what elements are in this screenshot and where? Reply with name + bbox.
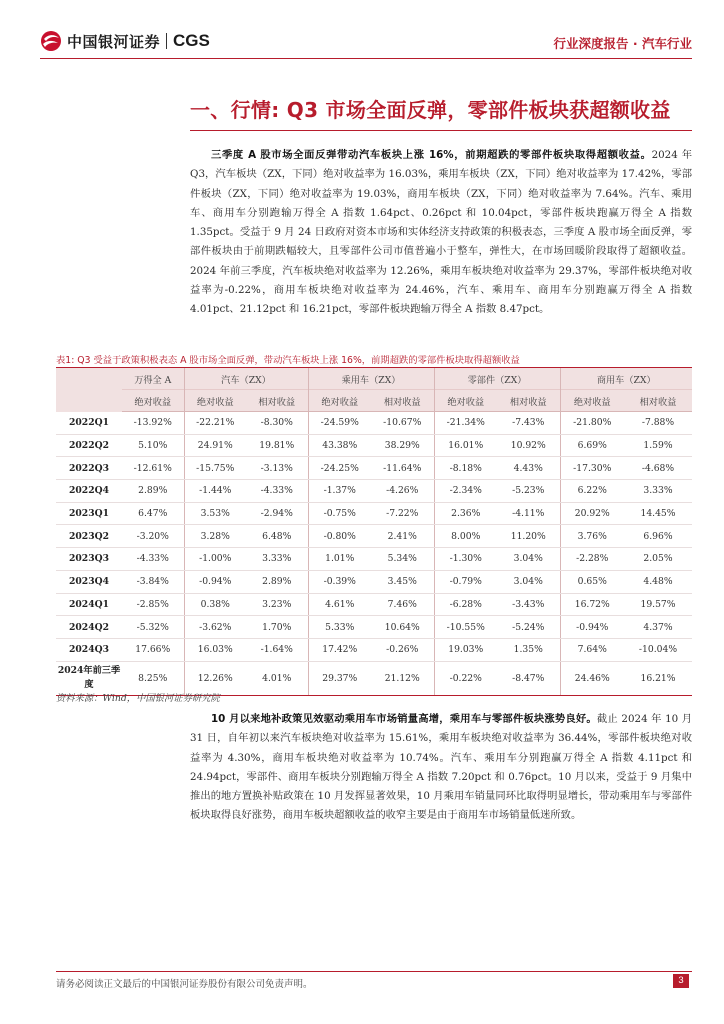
table-cell: -10.67% xyxy=(371,412,434,435)
table-cell: 6.48% xyxy=(246,525,308,548)
table-cell: 4.61% xyxy=(308,593,371,616)
company-logo xyxy=(40,30,210,52)
table-cell: 1.59% xyxy=(624,434,692,457)
table-cell: 11.20% xyxy=(497,525,560,548)
group-header-passenger-car: 乘用车（ZX） xyxy=(308,368,434,390)
row-label: 2022Q3 xyxy=(56,457,122,480)
table-row xyxy=(56,548,692,571)
table-body xyxy=(56,412,692,696)
table-cell: -3.43% xyxy=(497,593,560,616)
table-cell: 2.41% xyxy=(371,525,434,548)
section-title: 一、行情: Q3 市场全面反弹，零部件板块获超额收益 xyxy=(190,98,671,122)
returns-table xyxy=(56,367,692,696)
table-cell: -8.30% xyxy=(246,412,308,435)
table-row xyxy=(56,502,692,525)
paragraph-body: 2024 年 Q3，汽车板块（ZX，下同）绝对收益率为 16.03%，乘用车板块（ZX，下同）绝对收益率为 17.42%，零部件板块（ZX，下同）绝对收益率为 19.03%，商用车板块（ZX，下同）绝对收益率为 7.64%。汽车、乘用车、商用车分别跑输万得全 A 指数 1.64pct、0.26pct 和 10.04pct，零部件板块跑赢万得全 A 指数 1.35pct。受益于 9 月 24 日政府对资本市场和实体经济支持政策的积极表态，三季度 A 股市场全面反弹，零部件板块由于前期跌幅较大，且零部件公司市值普遍小于整车，弹性大，在市场回暖阶段取得了超额收益。2024 年前三季度，汽车板块绝对收益率为 12.26%，乘用车板块绝对收益率为 29.37%，零部件板块绝对收益率为-0.22%，商用车板块绝对收益率为 24.46%，汽车、乘用车、商用车分别跑赢万得全 A 指数 4.01pct、21.12pct 和 16.21pct，零部件板块跑输万得全 A 指数 8.47pct。 xyxy=(190,149,692,316)
table-cell: -0.94% xyxy=(560,616,624,639)
table-cell: 0.38% xyxy=(184,593,246,616)
table-cell: -3.20% xyxy=(122,525,184,548)
sub-header: 相对收益 xyxy=(497,390,560,412)
table-cell: -6.28% xyxy=(434,593,497,616)
sub-header: 绝对收益 xyxy=(434,390,497,412)
table-cell: -1.00% xyxy=(184,548,246,571)
table-cell: 1.01% xyxy=(308,548,371,571)
paragraph-lead: 10 月以来地补政策见效驱动乘用车市场销量高增，乘用车与零部件板块涨势良好。 xyxy=(211,713,597,725)
table-cell: -21.80% xyxy=(560,412,624,435)
row-label: 2024Q3 xyxy=(56,638,122,661)
row-label: 2024Q2 xyxy=(56,616,122,639)
table-cell: 19.81% xyxy=(246,434,308,457)
table-cell: -1.64% xyxy=(246,638,308,661)
table-cell: -3.13% xyxy=(246,457,308,480)
table-cell: 3.33% xyxy=(246,548,308,571)
table-cell: -15.75% xyxy=(184,457,246,480)
table-cell: -4.11% xyxy=(497,502,560,525)
table-cell: -2.28% xyxy=(560,548,624,571)
sub-header: 绝对收益 xyxy=(122,390,184,412)
table-cell: -4.26% xyxy=(371,480,434,503)
table-cell: 16.72% xyxy=(560,593,624,616)
group-header-wind-a: 万得全 A xyxy=(122,368,184,390)
table-cell: 7.46% xyxy=(371,593,434,616)
table-cell: 4.43% xyxy=(497,457,560,480)
table-cell: -0.79% xyxy=(434,570,497,593)
sub-header: 绝对收益 xyxy=(308,390,371,412)
sub-header: 相对收益 xyxy=(624,390,692,412)
row-label: 2022Q4 xyxy=(56,480,122,503)
table-cell: 3.04% xyxy=(497,548,560,571)
table-cell: -2.94% xyxy=(246,502,308,525)
table-cell: 24.46% xyxy=(560,661,624,695)
table-cell: 43.38% xyxy=(308,434,371,457)
table-cell: -3.84% xyxy=(122,570,184,593)
table-cell: 16.21% xyxy=(624,661,692,695)
table-row xyxy=(56,570,692,593)
table-row xyxy=(56,616,692,639)
table-cell: 8.25% xyxy=(122,661,184,695)
table-cell: 16.03% xyxy=(184,638,246,661)
table-cell: 2.36% xyxy=(434,502,497,525)
table-cell: 7.64% xyxy=(560,638,624,661)
sub-header: 相对收益 xyxy=(246,390,308,412)
table-cell: -13.92% xyxy=(122,412,184,435)
table-cell: 10.64% xyxy=(371,616,434,639)
table-cell: -24.59% xyxy=(308,412,371,435)
table-cell: 14.45% xyxy=(624,502,692,525)
logo-divider xyxy=(166,33,167,49)
table-cell: -7.88% xyxy=(624,412,692,435)
table-cell: 20.92% xyxy=(560,502,624,525)
table-row xyxy=(56,638,692,661)
table-cell: 0.65% xyxy=(560,570,624,593)
group-header-parts: 零部件（ZX） xyxy=(434,368,560,390)
table-cell: 4.37% xyxy=(624,616,692,639)
table-cell: -0.22% xyxy=(434,661,497,695)
table-cell: -1.30% xyxy=(434,548,497,571)
table-row xyxy=(56,525,692,548)
table-cell: 24.91% xyxy=(184,434,246,457)
table-cell: 8.00% xyxy=(434,525,497,548)
page-number: 3 xyxy=(673,974,689,988)
table-cell: 6.47% xyxy=(122,502,184,525)
table-cell: 5.33% xyxy=(308,616,371,639)
row-label: 2023Q3 xyxy=(56,548,122,571)
table-cell: -5.23% xyxy=(497,480,560,503)
row-label: 2022Q2 xyxy=(56,434,122,457)
table-cell: 21.12% xyxy=(371,661,434,695)
table-cell: 3.45% xyxy=(371,570,434,593)
table-cell: 1.70% xyxy=(246,616,308,639)
table-cell: -24.25% xyxy=(308,457,371,480)
page-header xyxy=(40,26,692,56)
table-cell: -4.68% xyxy=(624,457,692,480)
table-cell: -1.37% xyxy=(308,480,371,503)
table-row xyxy=(56,412,692,435)
table-cell: 2.05% xyxy=(624,548,692,571)
table-cell: -4.33% xyxy=(122,548,184,571)
table-cell: -12.61% xyxy=(122,457,184,480)
table-cell: 3.33% xyxy=(624,480,692,503)
table-cell: 5.10% xyxy=(122,434,184,457)
sub-header: 绝对收益 xyxy=(560,390,624,412)
table-cell: -21.34% xyxy=(434,412,497,435)
table-caption: 表1: Q3 受益于政策积极表态 A 股市场全面反弹，带动汽车板块上涨 16%，前期超跌的零部件板块取得超额收益 xyxy=(56,355,520,366)
sub-header: 相对收益 xyxy=(371,390,434,412)
table-group-header-row xyxy=(56,368,692,390)
table-cell: -5.24% xyxy=(497,616,560,639)
table-cell: -0.94% xyxy=(184,570,246,593)
table-cell: -4.33% xyxy=(246,480,308,503)
table-cell: -8.47% xyxy=(497,661,560,695)
report-type-label: 行业深度报告 · 汽车行业 xyxy=(553,36,692,51)
paragraph-market-review xyxy=(190,146,692,320)
row-label: 2022Q1 xyxy=(56,412,122,435)
row-label: 2023Q2 xyxy=(56,525,122,548)
table-cell: 16.01% xyxy=(434,434,497,457)
table-cell: 6.69% xyxy=(560,434,624,457)
table-cell: 5.34% xyxy=(371,548,434,571)
sub-header: 绝对收益 xyxy=(184,390,246,412)
table-cell: -0.39% xyxy=(308,570,371,593)
table-cell: 12.26% xyxy=(184,661,246,695)
table-cell: 17.66% xyxy=(122,638,184,661)
footer-divider xyxy=(56,971,692,972)
section-title-divider xyxy=(190,130,692,131)
table-cell: -0.26% xyxy=(371,638,434,661)
table-cell: -11.64% xyxy=(371,457,434,480)
row-label: 2023Q4 xyxy=(56,570,122,593)
table-sub-header-row xyxy=(56,390,692,412)
table-cell: 2.89% xyxy=(122,480,184,503)
logo-chinese-name: 中国银河证券 xyxy=(67,32,161,51)
table-row xyxy=(56,480,692,503)
table-cell: -7.43% xyxy=(497,412,560,435)
table-cell: 3.23% xyxy=(246,593,308,616)
row-label: 2023Q1 xyxy=(56,502,122,525)
table-cell: -2.85% xyxy=(122,593,184,616)
group-header-auto: 汽车（ZX） xyxy=(184,368,308,390)
footer-disclaimer: 请务必阅读正文最后的中国银河证券股份有限公司免责声明。 xyxy=(56,979,313,990)
row-label: 2024年前三季度 xyxy=(56,661,122,695)
paragraph-lead: 三季度 A 股市场全面反弹带动汽车板块上涨 16%，前期超跌的零部件板块取得超额收益。 xyxy=(211,149,652,161)
table-cell: -2.34% xyxy=(434,480,497,503)
table-cell: -17.30% xyxy=(560,457,624,480)
table-cell: 6.22% xyxy=(560,480,624,503)
logo-english-name: CGS xyxy=(173,31,210,50)
table-cell: 17.42% xyxy=(308,638,371,661)
table-cell: -0.75% xyxy=(308,502,371,525)
table-cell: -3.62% xyxy=(184,616,246,639)
row-label-header xyxy=(56,368,122,412)
table-cell: 10.92% xyxy=(497,434,560,457)
table-row xyxy=(56,457,692,480)
table-source: 资料来源：Wind，中国银河证券研究院 xyxy=(56,693,220,704)
table-cell: -0.80% xyxy=(308,525,371,548)
table-cell: 2.89% xyxy=(246,570,308,593)
table-cell: 3.28% xyxy=(184,525,246,548)
table-cell: 29.37% xyxy=(308,661,371,695)
table-cell: -22.21% xyxy=(184,412,246,435)
table-cell: -10.04% xyxy=(624,638,692,661)
galaxy-logo-icon xyxy=(40,30,62,52)
paragraph-october-update xyxy=(190,710,692,826)
group-header-commercial-vehicle: 商用车（ZX） xyxy=(560,368,692,390)
table-cell: 6.96% xyxy=(624,525,692,548)
table-cell: 3.76% xyxy=(560,525,624,548)
table-cell: -5.32% xyxy=(122,616,184,639)
table-cell: 3.04% xyxy=(497,570,560,593)
table-row xyxy=(56,593,692,616)
table-cell: 3.53% xyxy=(184,502,246,525)
table-cell: -8.18% xyxy=(434,457,497,480)
table-cell: -7.22% xyxy=(371,502,434,525)
table-cell: 19.03% xyxy=(434,638,497,661)
table-cell: -10.55% xyxy=(434,616,497,639)
table-cell: 4.01% xyxy=(246,661,308,695)
table-cell: -1.44% xyxy=(184,480,246,503)
header-divider xyxy=(40,58,692,59)
table-cell: 1.35% xyxy=(497,638,560,661)
table-cell: 4.48% xyxy=(624,570,692,593)
table-cell: 38.29% xyxy=(371,434,434,457)
row-label: 2024Q1 xyxy=(56,593,122,616)
table-row xyxy=(56,434,692,457)
table-cell: 19.57% xyxy=(624,593,692,616)
paragraph-body: 截止 2024 年 10 月 31 日，自年初以来汽车板块绝对收益率为 15.61%，乘用车板块绝对收益率为 36.44%，零部件板块绝对收益率为 4.30%，商用车板块绝对收益率为 10.74%。汽车、乘用车分别跑赢万得全 A 指数 4.11pct 和 24.94pct，零部件、商用车板块分别跑输万得全 A 指数 7.20pct 和 0.76pct。10 月以来，受益于 9 月集中推出的地方置换补贴政策在 10 月发挥显著效果，10 月乘用车销量同环比取得明显增长，带动乘用车与零部件板块取得良好涨势，商用车板块超额收益的收窄主要是由于商用车市场销量低迷所致。 xyxy=(190,713,692,822)
